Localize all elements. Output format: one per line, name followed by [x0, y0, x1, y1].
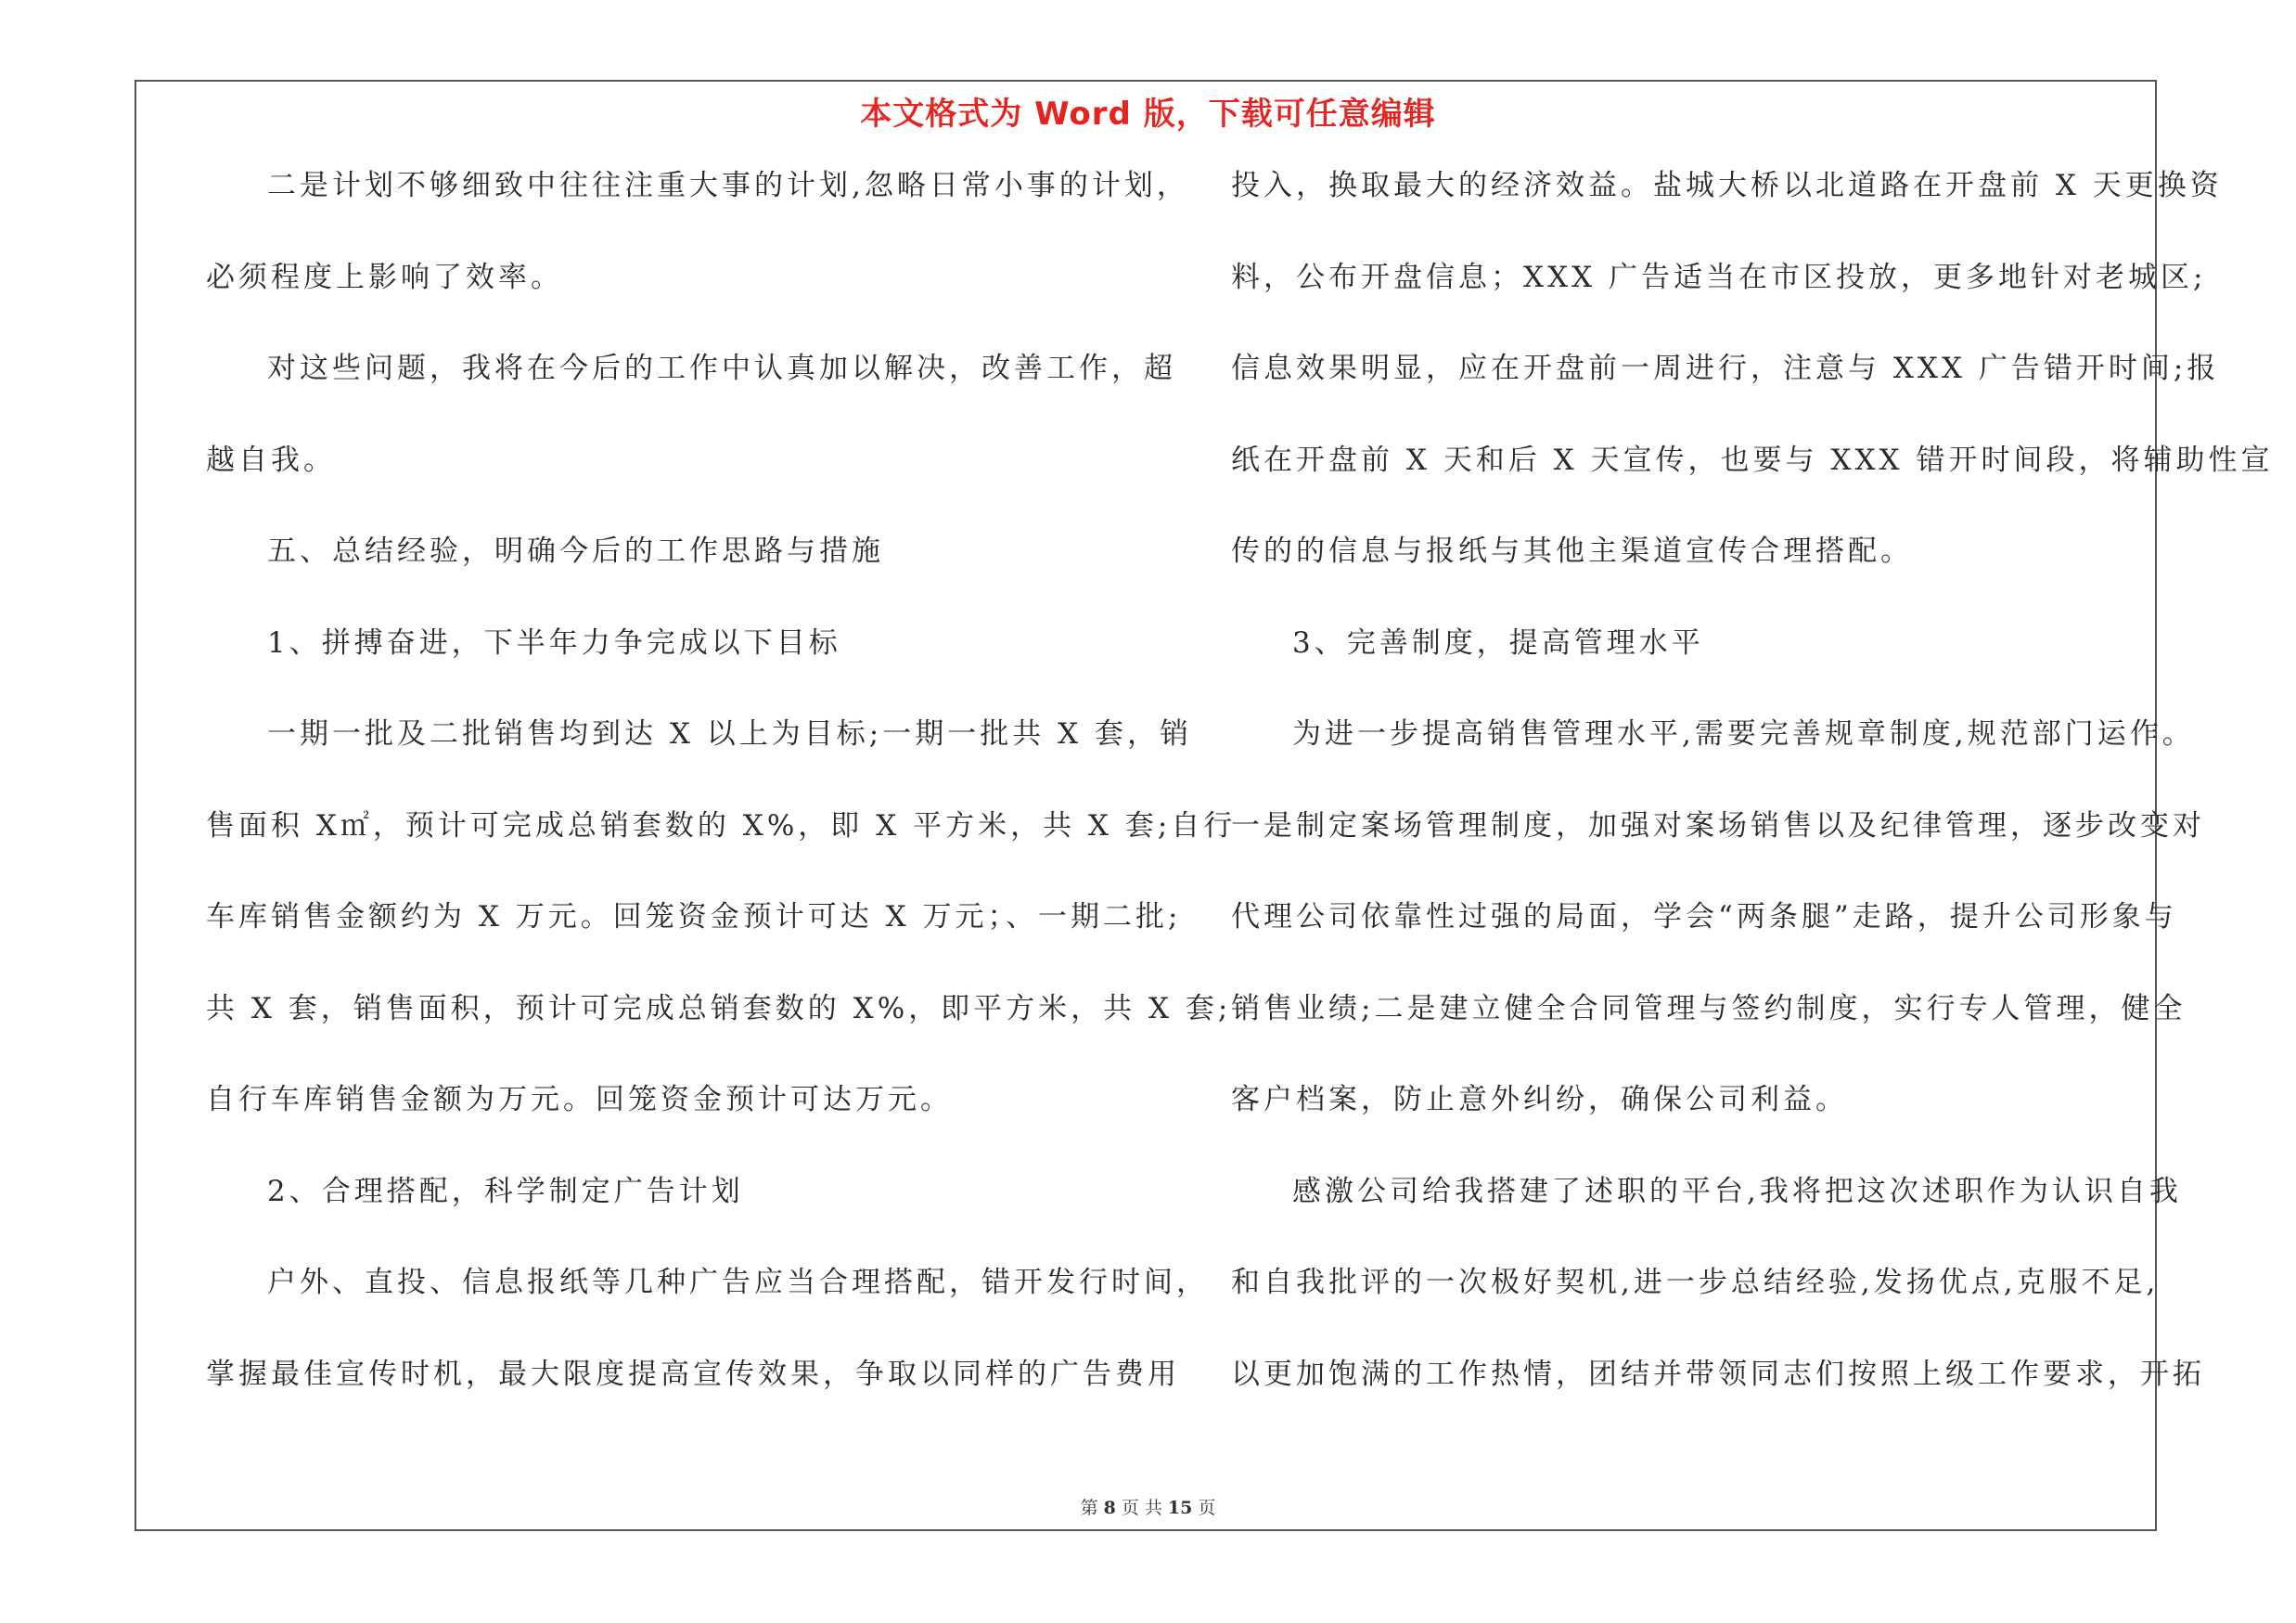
text-line: 以更加饱满的工作热情，团结并带领同志们按照上级工作要求，开拓: [1231, 1357, 2205, 1391]
text-line: 和自我批评的一次极好契机,进一步总结经验,发扬优点,克服不足,: [1231, 1266, 2160, 1299]
text-line: 自行车库销售金额为万元。回笼资金预计可达万元。: [206, 1083, 953, 1116]
text-line: 纸在开盘前 X 天和后 X 天宣传，也要与 XXX 错开时间段，将辅助性宣: [1231, 443, 2274, 477]
footer-total-pages: 15: [1167, 1498, 1193, 1518]
footer-suffix: 页: [1198, 1498, 1216, 1518]
text-line: 共 X 套，销售面积，预计可完成总销套数的 X%，即平方米，共 X 套;: [206, 991, 1232, 1025]
text-line: 必须程度上影响了效率。: [206, 260, 563, 294]
text-line: 信息效果明显，应在开盘前一周进行，注意与 XXX 广告错开时间;报: [1231, 352, 2220, 385]
text-line: 感激公司给我搭建了述职的平台,我将把这次述职作为认识自我: [1292, 1174, 2182, 1208]
text-line: 二是计划不够细致中往往注重大事的计划,忽略日常小事的计划，: [267, 169, 1189, 202]
text-line: 为进一步提高销售管理水平,需要完善规章制度,规范部门运作。: [1292, 717, 2195, 751]
footer-middle: 页 共: [1121, 1498, 1162, 1518]
page-footer: [0, 1494, 2296, 1519]
text-line: 代理公司依靠性过强的局面，学会“两条腿”走路，提升公司形象与: [1231, 900, 2177, 934]
format-banner: 本文格式为 Word 版，下载可任意编辑: [860, 96, 1436, 133]
text-line: 3、完善制度，提高管理水平: [1292, 625, 1704, 660]
text-line: 户外、直投、信息报纸等几种广告应当合理搭配，错开发行时间，: [267, 1266, 1209, 1299]
text-line: 一期一批及二批销售均到达 X 以上为目标;一期一批共 X 套，销: [267, 717, 1192, 751]
text-line: 五、总结经验，明确今后的工作思路与措施: [267, 535, 884, 568]
footer-page-number: 8: [1103, 1498, 1116, 1518]
text-line: 对这些问题，我将在今后的工作中认真加以解决，改善工作，超: [267, 352, 1176, 385]
text-line: 投入，换取最大的经济效益。盐城大桥以北道路在开盘前 X 天更换资: [1231, 169, 2223, 202]
text-line: 销售业绩;二是建立健全合同管理与签约制度，实行专人管理，健全: [1231, 991, 2187, 1025]
text-line: 越自我。: [206, 443, 336, 477]
text-line: 车库销售金额约为 X 万元。回笼资金预计可达 X 万元；、一期二批;: [206, 900, 1182, 934]
footer-prefix: 第: [1080, 1498, 1098, 1518]
text-line: 一是制定案场管理制度，加强对案场销售以及纪律管理，逐步改变对: [1231, 808, 2205, 843]
text-line: 2、合理搭配，科学制定广告计划: [267, 1174, 744, 1208]
text-line: 客户档案，防止意外纠纷，确保公司利益。: [1231, 1083, 1848, 1116]
text-line: 传的的信息与报纸与其他主渠道宣传合理搭配。: [1231, 535, 1913, 568]
text-line: 售面积 X㎡，预计可完成总销套数的 X%，即 X 平方米，共 X 套;自行: [206, 808, 1237, 843]
text-line: 1、拼搏奋进，下半年力争完成以下目标: [267, 625, 841, 660]
text-line: 掌握最佳宣传时机，最大限度提高宣传效果，争取以同样的广告费用: [206, 1357, 1180, 1391]
text-line: 料，公布开盘信息；XXX 广告适当在市区投放，更多地针对老城区;: [1231, 260, 2207, 294]
page-frame: [135, 80, 2160, 1531]
